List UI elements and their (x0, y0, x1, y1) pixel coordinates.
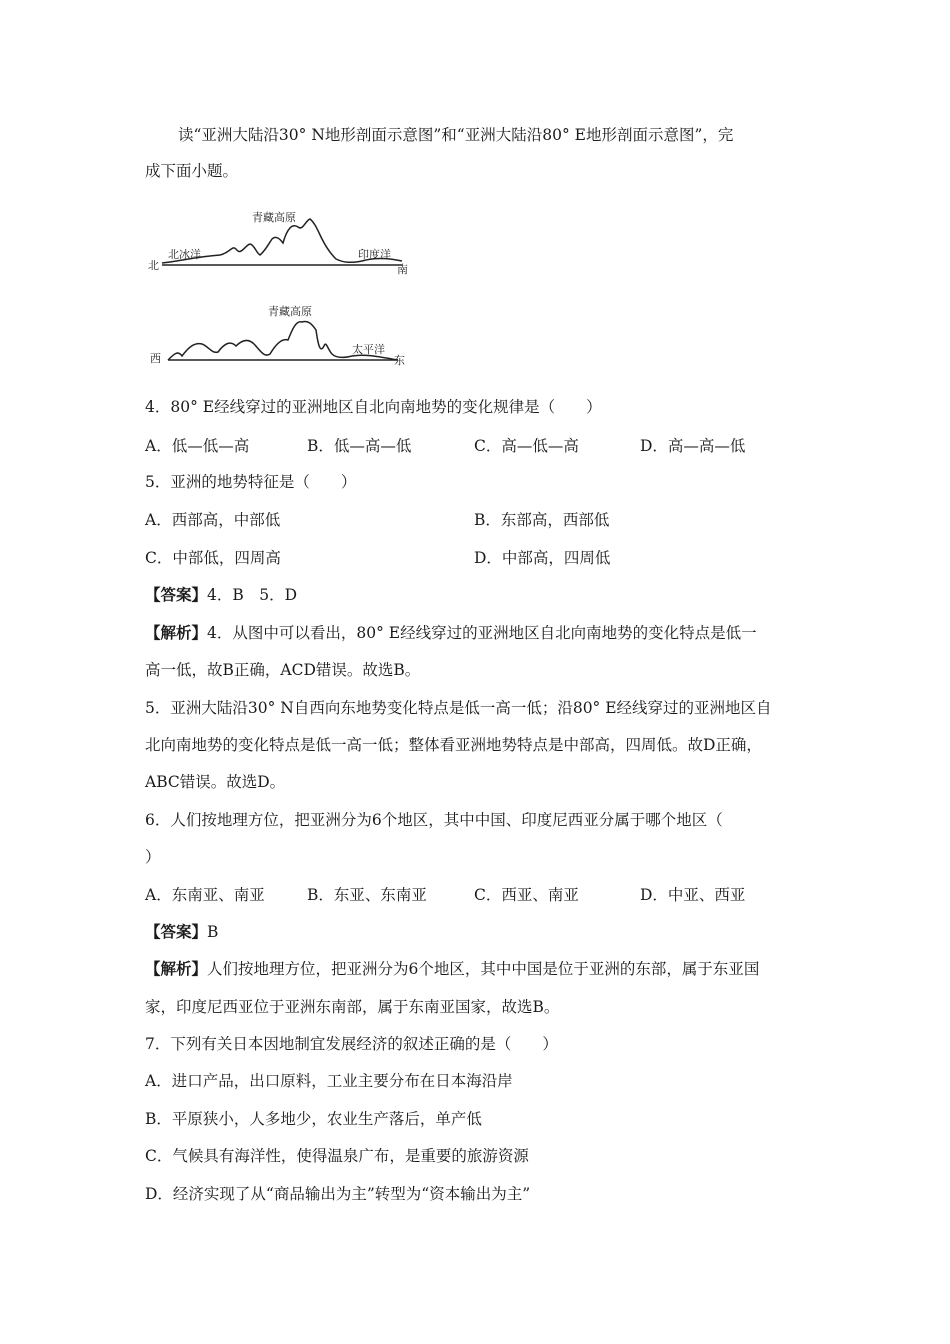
answer-text: B (207, 923, 219, 941)
q5-option-c: C．中部低，四周高 (145, 549, 281, 567)
explanation-4-5-line-5: ABC错误。故选D。 (145, 773, 286, 791)
label-tibetan-plateau-1: 青藏高原 (252, 211, 296, 224)
q7-option-b: B．平原狭小，人多地少，农业生产落后，单产低 (145, 1110, 482, 1128)
explanation-4-5-line-4: 北向南地势的变化特点是低一高一低；整体看亚洲地势特点是中部高，四周低。故D正确， (145, 736, 762, 754)
question-7-stem: 7．下列有关日本因地制宜发展经济的叙述正确的是（ ） (145, 1035, 558, 1053)
q4-option-a: A．低—低—高 (145, 437, 250, 455)
label-tibetan-plateau-2: 青藏高原 (268, 305, 312, 318)
explanation-6-line-2: 家，印度尼西亚位于亚洲东南部，属于东南亚国家，故选B。 (145, 998, 560, 1016)
intro-line-1: 读“亚洲大陆沿30° N地形剖面示意图”和“亚洲大陆沿80° E地形剖面示意图”，完 (178, 126, 734, 144)
q5-option-b: B．东部高，西部低 (474, 511, 610, 529)
question-5-stem: 5．亚洲的地势特征是（ ） (145, 473, 357, 491)
answer-tag: 【答案】 (145, 585, 208, 604)
explanation-6-line-1 (145, 958, 759, 980)
q7-option-a: A．进口产品，出口原料，工业主要分布在日本海沿岸 (145, 1072, 513, 1090)
profile-figure-west-east (140, 300, 420, 372)
label-east: 东 (394, 354, 405, 367)
q6-option-b: B．东亚、东南亚 (307, 886, 427, 904)
label-north: 北 (148, 259, 159, 272)
explanation-text: 4．从图中可以看出，80° E经线穿过的亚洲地区自北向南地势的变化特点是低一 (207, 624, 757, 642)
explanation-tag: 【解析】 (145, 623, 208, 642)
q6-option-d: D．中亚、西亚 (640, 886, 746, 904)
label-west: 西 (150, 352, 161, 365)
label-indian-ocean: 印度洋 (358, 248, 391, 261)
answer-4-5 (145, 584, 297, 606)
explanation-4-5-line-3: 5．亚洲大陆沿30° N自西向东地势变化特点是低一高一低；沿80° E经线穿过的亚洲地区自 (145, 699, 772, 717)
label-arctic-ocean: 北冰洋 (168, 248, 201, 261)
q5-option-a: A．西部高，中部低 (145, 511, 281, 529)
explanation-tag: 【解析】 (145, 959, 208, 978)
intro-line-2: 成下面小题。 (145, 162, 239, 180)
q7-option-c: C．气候具有海洋性，使得温泉广布，是重要的旅游资源 (145, 1147, 529, 1165)
label-pacific-ocean: 太平洋 (352, 343, 385, 356)
question-6-stem-line-2: ） (145, 848, 161, 866)
label-south: 南 (397, 263, 408, 276)
explanation-text: 人们按地理方位，把亚洲分为6个地区，其中中国是位于亚洲的东部，属于东亚国 (207, 960, 760, 978)
q7-option-d: D．经济实现了从“商品输出为主”转型为“资本输出为主” (145, 1185, 531, 1203)
q6-option-c: C．西亚、南亚 (474, 886, 579, 904)
q4-option-c: C．高—低—高 (474, 437, 579, 455)
profile-figure-north-south (140, 205, 420, 277)
q5-option-d: D．中部高，四周低 (474, 549, 611, 567)
explanation-4-5-line-1 (145, 622, 757, 644)
q6-option-a: A．东南亚、南亚 (145, 886, 265, 904)
question-6-stem-line-1: 6．人们按地理方位，把亚洲分为6个地区，其中中国、印度尼西亚分属于哪个地区（ (145, 811, 723, 829)
answer-6 (145, 921, 218, 943)
question-4-stem: 4．80° E经线穿过的亚洲地区自北向南地势的变化规律是（ ） (145, 398, 602, 416)
answer-text: 4．B 5．D (207, 586, 298, 604)
q4-option-b: B．低—高—低 (307, 437, 412, 455)
explanation-4-5-line-2: 高一低，故B正确，ACD错误。故选B。 (145, 661, 421, 679)
answer-tag: 【答案】 (145, 922, 208, 941)
q4-option-d: D．高—高—低 (640, 437, 746, 455)
